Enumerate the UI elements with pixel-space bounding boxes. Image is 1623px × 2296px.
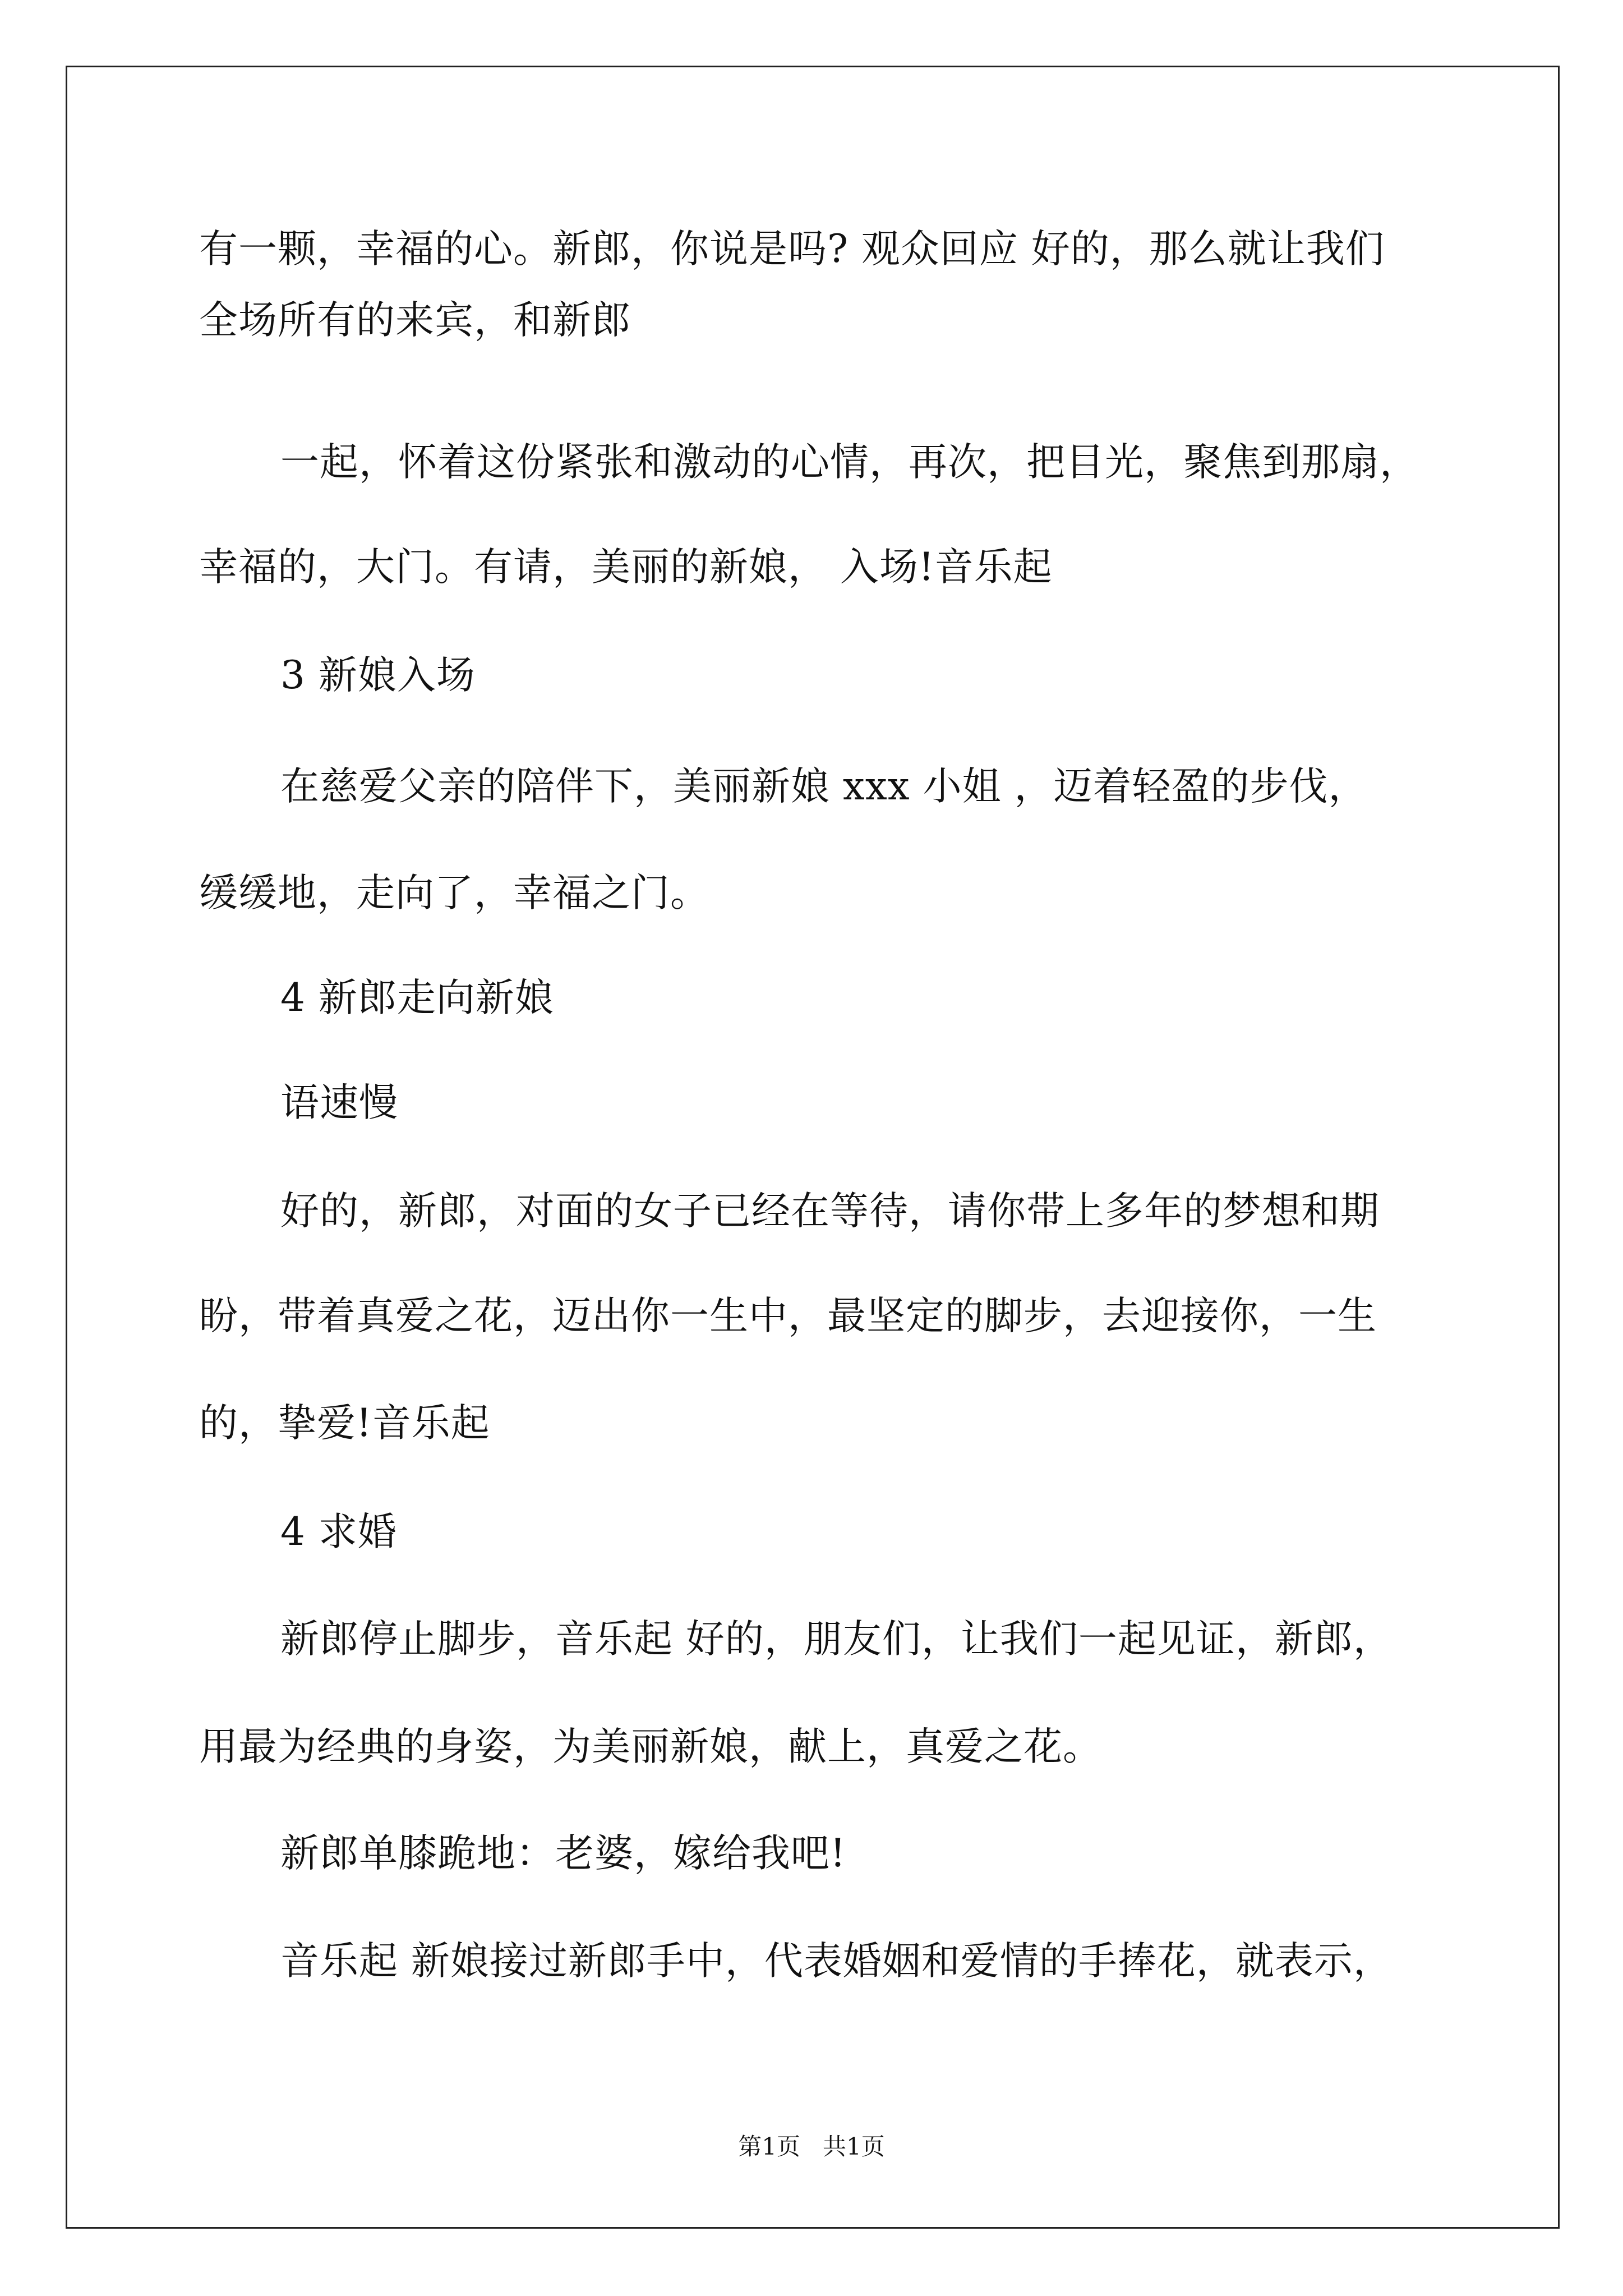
text-line: 的，挚爱!音乐起 [199, 1401, 490, 1446]
text-line: 语速慢 [280, 1080, 398, 1125]
text-line: 有一颗，幸福的心。新郎，你说是吗? 观众回应 好的，那么就让我们 [199, 227, 1385, 272]
page-number: 第1页 共1页 [738, 2133, 885, 2160]
text-line: 新郎单膝跪地：老婆，嫁给我吧! [280, 1831, 846, 1876]
text-line: 音乐起 新娘接过新郎手中，代表婚姻和爱情的手捧花，就表示， [280, 1939, 1393, 1984]
text-line: 在慈爱父亲的陪伴下，美丽新娘 xxx 小姐 ，迈着轻盈的步伐， [280, 764, 1368, 809]
text-line: 好的，新郎，对面的女子已经在等待，请你带上多年的梦想和期 [280, 1189, 1380, 1234]
page-frame [66, 66, 1560, 2229]
section-heading: 4 求婚 [280, 1510, 397, 1554]
text-line: 盼，带着真爱之花，迈出你一生中，最坚定的脚步，去迎接你，一生 [199, 1294, 1377, 1338]
text-line: 缓缓地，走向了，幸福之门。 [199, 871, 709, 915]
text-line: 幸福的，大门。有请，美丽的新娘， 入场!音乐起 [199, 545, 1053, 590]
section-heading: 4 新郎走向新娘 [280, 976, 554, 1020]
text-line: 一起，怀着这份紧张和激动的心情，再次，把目光，聚焦到那扇， [280, 440, 1419, 485]
section-heading: 3 新娘入场 [280, 653, 476, 698]
text-line: 用最为经典的身姿，为美丽新娘，献上，真爱之花。 [199, 1724, 1102, 1769]
text-line: 新郎停止脚步，音乐起 好的，朋友们，让我们一起见证，新郎， [280, 1617, 1393, 1662]
text-line: 全场所有的来宾，和新郎 [199, 298, 631, 343]
